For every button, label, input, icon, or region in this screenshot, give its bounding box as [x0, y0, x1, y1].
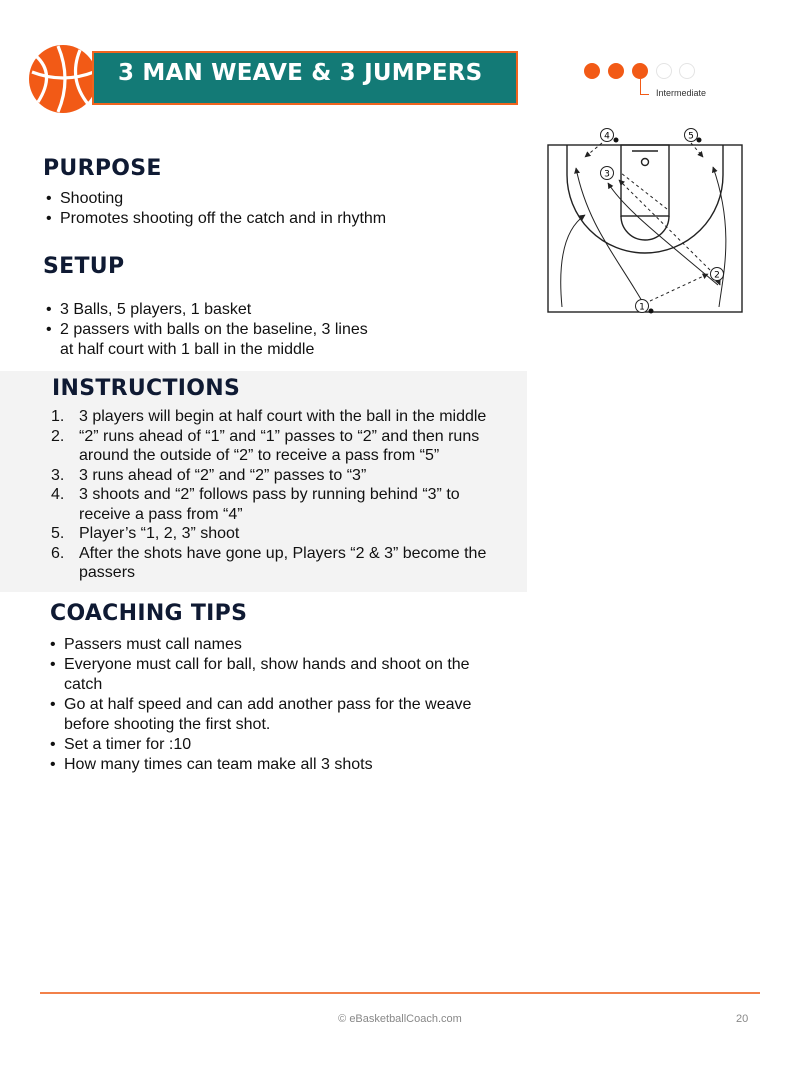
- list-item: • 2 passers with balls on the baseline, 3 lines at half court with 1 ball in the middle: [44, 320, 374, 360]
- list-text: 3 runs ahead of “2” and “2” passes to “3”: [79, 466, 367, 484]
- player-1-marker: [636, 300, 654, 314]
- svg-text:5: 5: [688, 131, 694, 142]
- instructions-heading: INSTRUCTIONS: [52, 376, 241, 401]
- list-item: [51, 407, 507, 427]
- list-item: • Promotes shooting off the catch and in rhythm: [44, 209, 514, 229]
- footer-copyright: © eBasketballCoach.com: [338, 1013, 462, 1025]
- players: [601, 129, 724, 314]
- player-3-marker: [601, 167, 614, 180]
- list-item: [51, 466, 507, 486]
- instructions-list: [51, 407, 507, 583]
- svg-text:1: 1: [639, 302, 645, 313]
- level-dot-empty: [656, 63, 672, 79]
- list-number: 1.: [51, 408, 65, 425]
- level-pointer: [640, 79, 649, 95]
- list-item: • Go at half speed and can add another pass for the weave before shooting the first shot.: [48, 695, 488, 735]
- player-5-marker: [685, 129, 702, 143]
- list-text: Player’s “1, 2, 3” shoot: [79, 525, 240, 542]
- coaching-tips-list: [48, 635, 488, 775]
- basketball-icon: [28, 44, 98, 114]
- list-item: [51, 544, 507, 583]
- player-2-marker: [711, 268, 724, 281]
- list-number: 2.: [51, 427, 65, 445]
- list-number: 4.: [51, 486, 65, 503]
- level-dot-filled: [584, 63, 600, 79]
- list-text: 3 players will begin at half court with the ball in the middle: [79, 408, 487, 425]
- list-number: 3.: [51, 466, 65, 484]
- player-4-marker: [601, 129, 619, 143]
- list-text: 3 shoots and “2” follows pass by running behind “3” to receive a pass from “4”: [79, 486, 460, 523]
- setup-list: [44, 300, 374, 360]
- level-label: Intermediate: [656, 88, 707, 98]
- difficulty-indicator: [584, 63, 707, 99]
- court-lines: [548, 145, 742, 312]
- movement-lines: [561, 167, 726, 307]
- list-number: 6.: [51, 544, 65, 562]
- list-item: [51, 524, 507, 544]
- list-number: 5.: [51, 525, 65, 542]
- level-dot-empty: [679, 63, 695, 79]
- purpose-list: [44, 189, 514, 229]
- list-text: “2” runs ahead of “1” and “1” passes to “2” and then runs around the outside of “2” to receive a pass from “5”: [79, 427, 480, 464]
- list-item: • 3 Balls, 5 players, 1 basket: [44, 300, 374, 320]
- level-dot-filled: [632, 63, 648, 79]
- list-item: [51, 427, 507, 466]
- svg-text:4: 4: [604, 131, 610, 142]
- list-item: • Everyone must call for ball, show hands and shoot on the catch: [48, 655, 488, 695]
- pass-lines: [585, 143, 710, 301]
- coaching-tips-heading: COACHING TIPS: [50, 601, 248, 626]
- purpose-heading: PURPOSE: [43, 156, 162, 181]
- list-text: After the shots have gone up, Players “2 & 3” become the passers: [79, 544, 487, 581]
- list-item: • Passers must call names: [48, 635, 488, 655]
- footer-divider: [40, 992, 760, 994]
- svg-text:3: 3: [604, 169, 610, 180]
- level-dot-filled: [608, 63, 624, 79]
- list-item: • How many times can team make all 3 shots: [48, 755, 488, 775]
- court-diagram: [545, 125, 745, 317]
- svg-text:2: 2: [714, 270, 720, 281]
- list-item: • Set a timer for :10: [48, 735, 488, 755]
- setup-heading: SETUP: [43, 254, 125, 279]
- list-item: [51, 485, 507, 524]
- page-title: 3 MAN WEAVE & 3 JUMPERS: [118, 60, 483, 86]
- page-number: 20: [736, 1013, 749, 1025]
- list-item: • Shooting: [44, 189, 514, 209]
